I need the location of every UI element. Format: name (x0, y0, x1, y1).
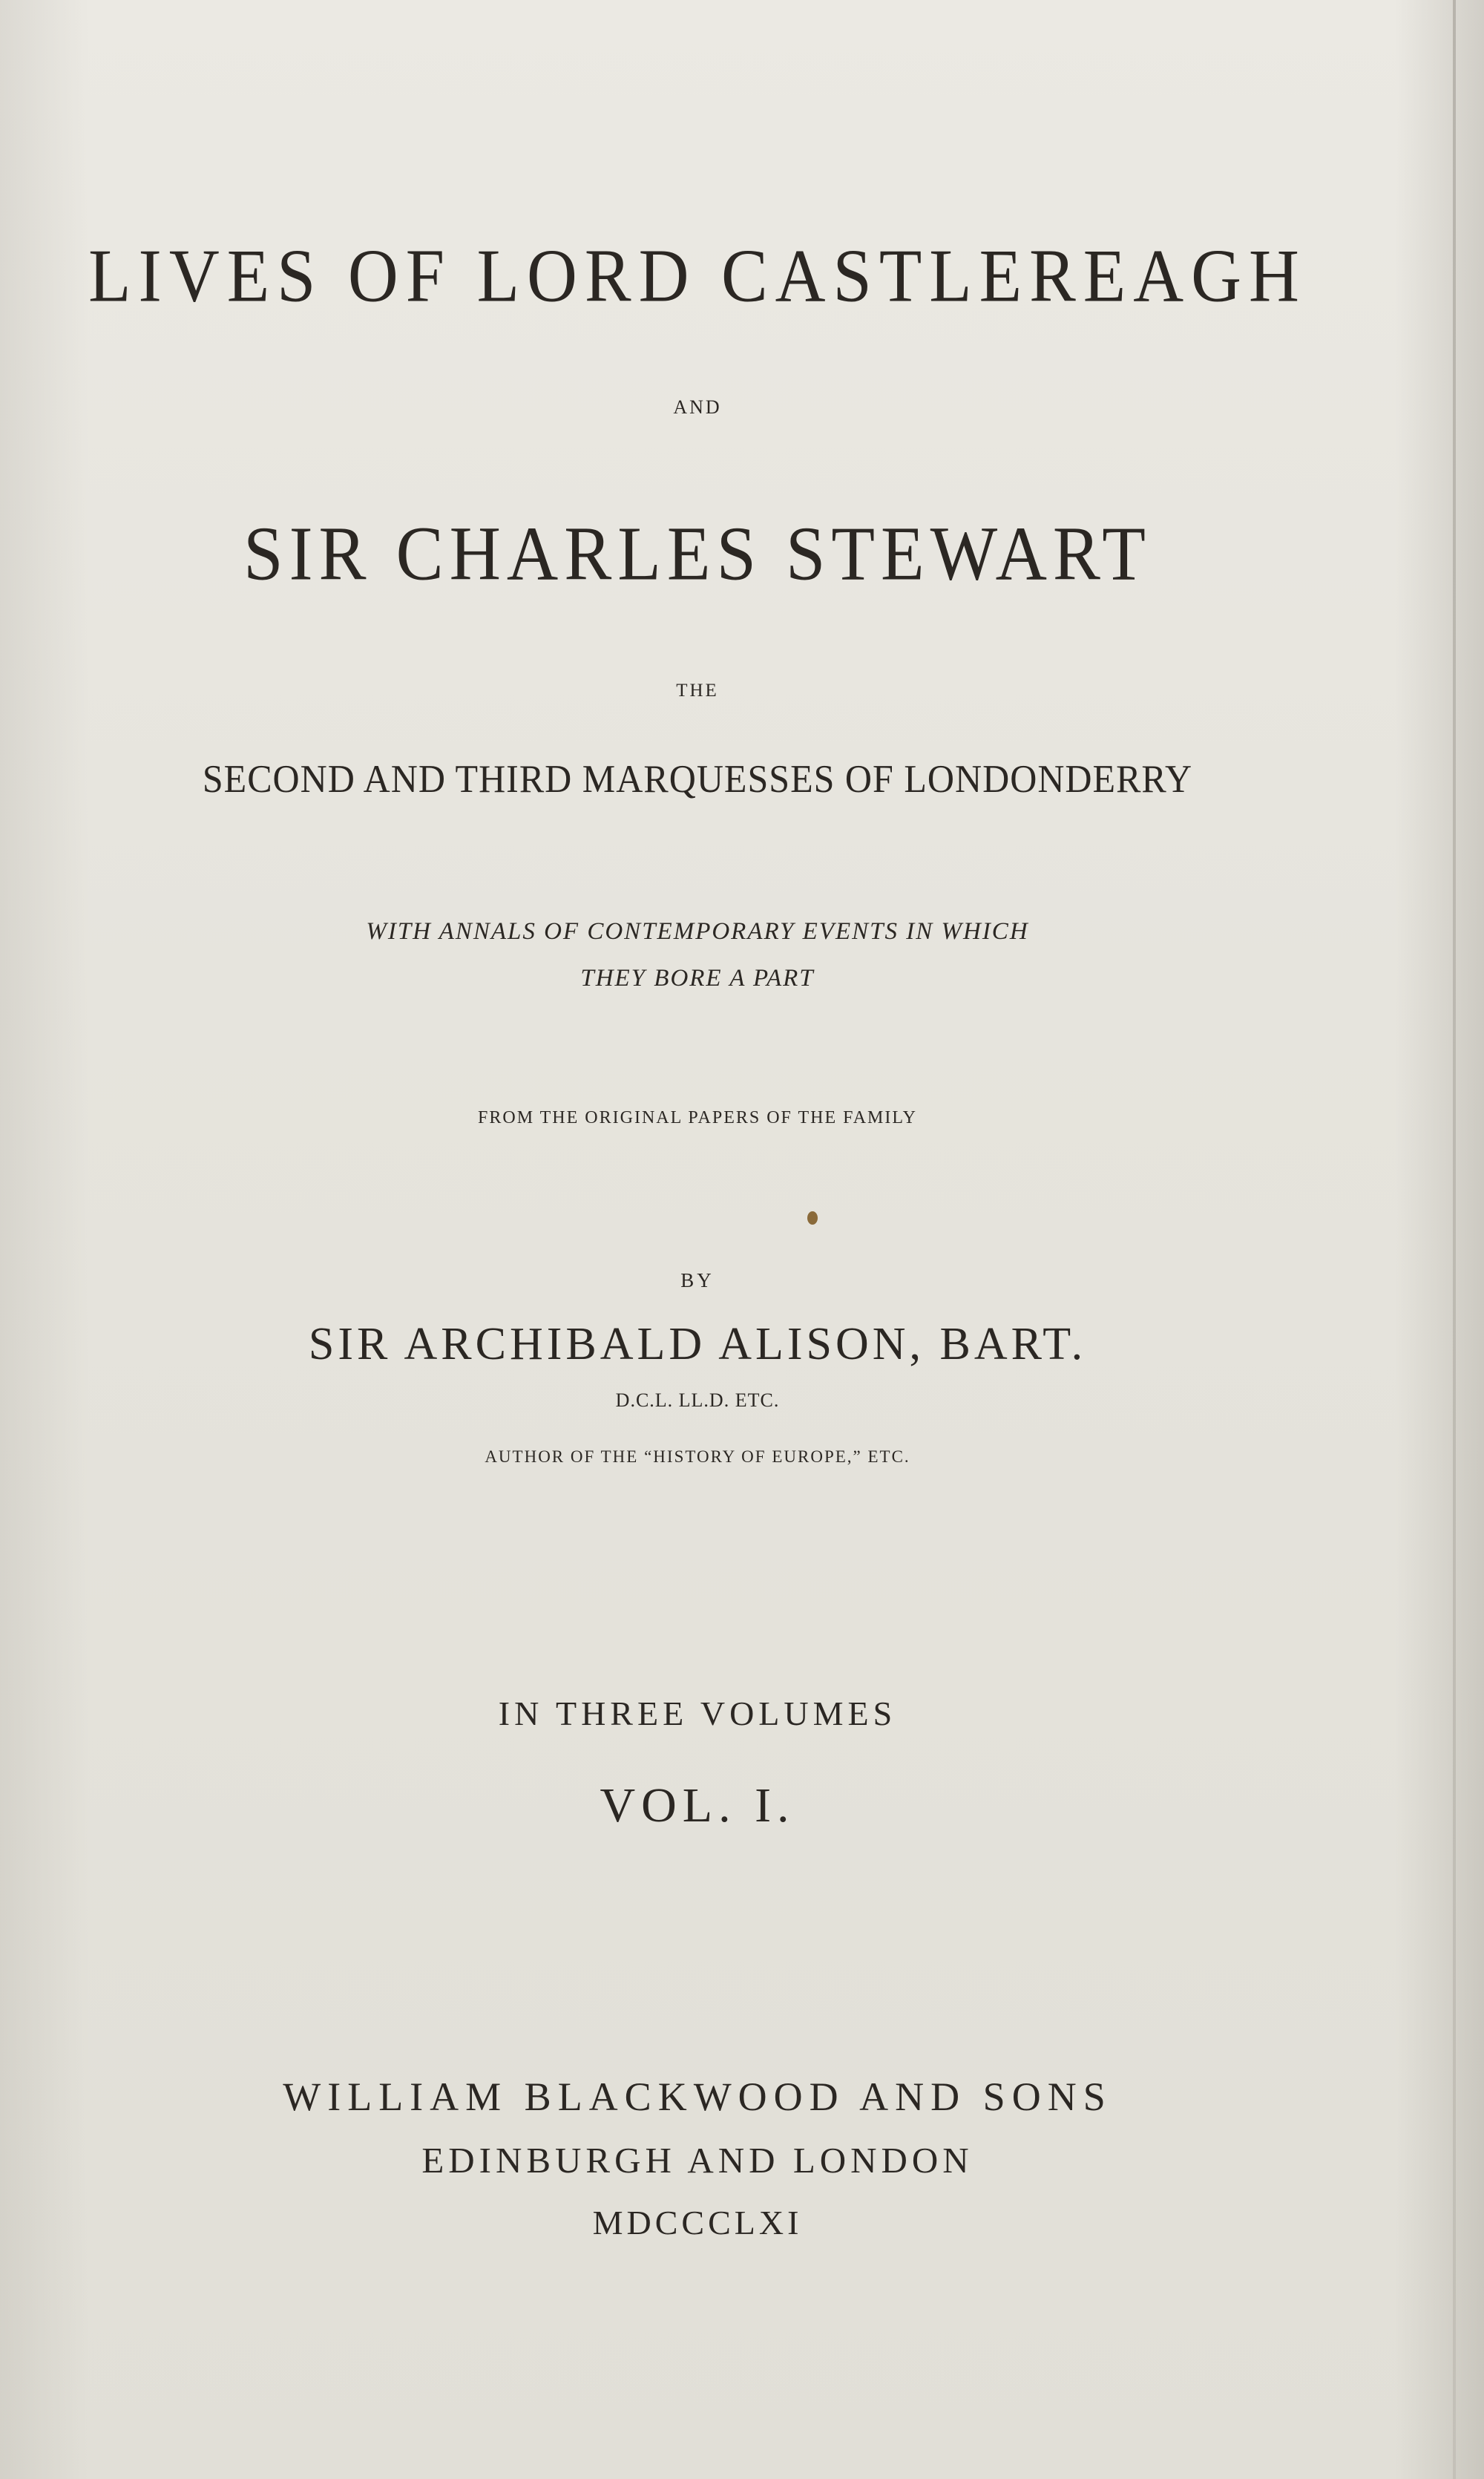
article-the: THE (676, 681, 719, 701)
volumes-note: IN THREE VOLUMES (498, 1694, 897, 1732)
annals-line-2: THEY BORE A PART (580, 965, 815, 992)
page-edge (1453, 0, 1456, 2479)
publisher-place: EDINBURGH AND LONDON (421, 2140, 974, 2181)
conjunction-and: AND (673, 396, 722, 418)
title-line-1: LIVES OF LORD CASTLEREAGH (88, 234, 1307, 318)
author-credit: AUTHOR OF THE “HISTORY OF EUROPE,” ETC. (485, 1447, 910, 1466)
ink-spot (807, 1211, 818, 1225)
annals-line-1: WITH ANNALS OF CONTEMPORARY EVENTS IN WHICH (366, 918, 1029, 945)
publication-year: MDCCCLXI (592, 2204, 803, 2241)
title-line-2: SIR CHARLES STEWART (243, 510, 1152, 597)
volume-number: VOL. I. (600, 1778, 795, 1833)
author-name: SIR ARCHIBALD ALISON, BART. (308, 1319, 1087, 1369)
subtitle: SECOND AND THIRD MARQUESSES OF LONDONDERRY (202, 756, 1193, 801)
source-note: FROM THE ORIGINAL PAPERS OF THE FAMILY (478, 1108, 917, 1127)
author-degrees: D.C.L. LL.D. ETC. (615, 1389, 780, 1411)
publisher: WILLIAM BLACKWOOD AND SONS (283, 2074, 1112, 2119)
by-label: BY (680, 1269, 715, 1291)
